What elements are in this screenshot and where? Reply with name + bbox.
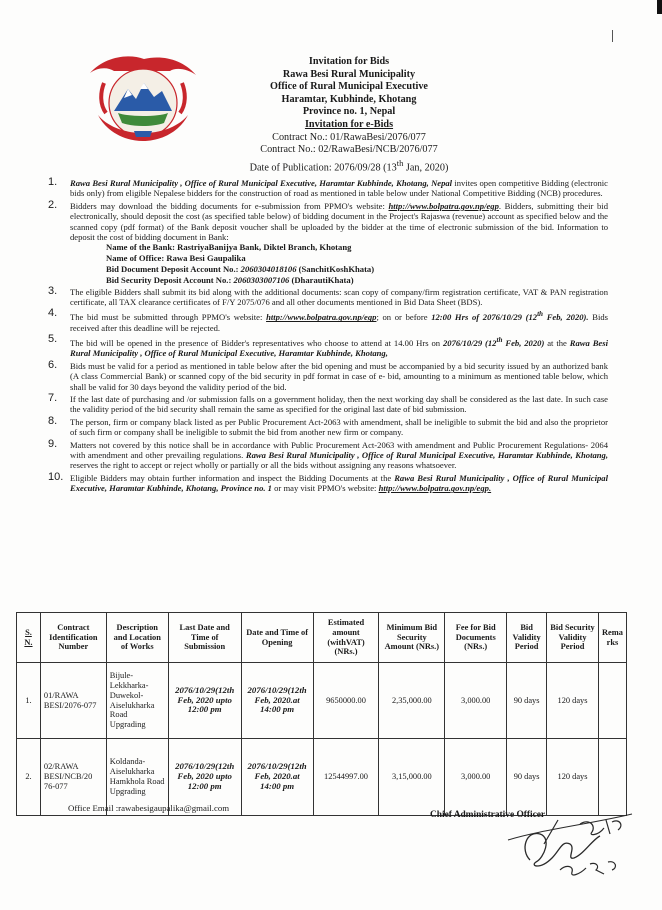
- item-text: Bids must be valid for a period as mentioned in table below after the bid opening and must be accompanied by a bid security issued by an authorized bank (A class Commercial Bank) or scanned copy of the bid security in pdf format in case of e- bid, amounting to a minimum as mentioned table below, which shall be valid for 30 days beyond the validity period of the bid.: [70, 360, 608, 392]
- cell-description: Koldanda-Aiselukharka Hamkhola Road Upgrading: [106, 739, 168, 816]
- account-name: (DharautiKhata): [289, 274, 354, 285]
- table-header-row: [17, 613, 627, 663]
- cell-sn: 1.: [17, 663, 41, 739]
- item-number: 1.: [48, 176, 58, 188]
- opening-end: Feb, 2020): [502, 337, 545, 348]
- item-text: invites open competitive Bidding (electronic bids only) from eligible Nepalese bidders for the construction of road as mentioned in table below under National Competitive Bidding (NCB) procedures.: [70, 178, 608, 199]
- contract-number-2: Contract No.: 02/RawaBesi/NCB/2076/077: [260, 144, 438, 156]
- ppmo-link[interactable]: http://www.bolpatra.gov.np/egp: [388, 200, 499, 211]
- cell-estimated: 9650000.00: [313, 663, 379, 739]
- col-header-validity: Bid Validity Period: [507, 613, 547, 663]
- account-label: Bid Document Deposit Account No.:: [106, 264, 241, 275]
- nepal-emblem-icon: [84, 53, 202, 145]
- notice-item-2: [48, 198, 608, 286]
- cell-contract: 01/RAWA BESI/2076-077: [40, 663, 106, 739]
- item-number: 3.: [48, 284, 58, 297]
- deadline-sup: th: [537, 310, 544, 319]
- cell-validity: 90 days: [507, 739, 547, 816]
- notice-item-3: [48, 284, 608, 308]
- signature-icon: [500, 800, 640, 885]
- opening-sup: th: [496, 336, 503, 345]
- notice-item-1: [48, 178, 608, 199]
- cell-security: 2,35,000.00: [379, 663, 445, 739]
- notice-item-5: [48, 335, 608, 359]
- item-text: ; on or before: [376, 312, 432, 323]
- item-text: The person, firm or company black listed as per Public Procurement Act-2063 with amendment, shall be ineligible to submit the bid and also the proprietor of such firm or company shall be ineligible to submit the bid from another new firm or company.: [70, 416, 608, 438]
- account-name: (SanchitKoshKhata): [296, 264, 375, 275]
- bid-security-account: [70, 275, 608, 286]
- notice-item-8: [48, 414, 608, 438]
- col-header-contract: Contract Identification Number: [40, 613, 106, 663]
- item-text: Bids received after this deadline will be rejected.: [70, 312, 608, 333]
- account-number: 2060304018106: [240, 264, 297, 275]
- item-text: Matters not covered by this notice shall be in accordance with Public Procurement Act-2063 with amendment and Public Procurement Regulations- 2064 with amendment and other prevailing regulations.: [70, 439, 608, 461]
- item-text: If the last date of purchasing and /or submission falls on a government holiday, then the next working day shall be considered as the last date. In such case the validity period of the bid security shall remain the same as specified for the original last date of bid submission.: [70, 394, 608, 415]
- notice-item-4: [48, 309, 608, 333]
- municipality-name: Rawa Besi Rural Municipality: [282, 68, 416, 80]
- bid-document-account: [70, 264, 608, 275]
- account-number: 2060303007106: [233, 274, 290, 285]
- notice-item-7: [48, 394, 608, 415]
- item-number: 8.: [48, 414, 58, 427]
- item-text: or may visit PPMO's website:: [271, 483, 379, 494]
- item-lead: Rawa Besi Rural Municipality , Office of Rural Municipal Executive, Haramtar Kubhinde, Khotang, Province no. 1: [70, 472, 608, 494]
- item-lead: Rawa Besi Rural Municipality , Office of Rural Municipal Executive, Haramtar Kubhinde, Khotang, Nepal: [70, 178, 453, 188]
- item-text: reserves the right to accept or reject wholly or partially or all the bids without assigning any reasons whatsoever.: [70, 460, 457, 471]
- item-text: The bid must be submitted through PPMO's website:: [70, 312, 267, 323]
- account-label: Bid Security Deposit Account No.:: [106, 274, 234, 285]
- notice-subtitle: Invitation for e-Bids: [304, 118, 394, 130]
- item-text: Bidders may download the bidding documents for e-submission from PPMO's website:: [70, 200, 389, 211]
- notice-items: [48, 178, 608, 494]
- office-email: Office Email :rawabesigaupalika@gmail.com: [68, 803, 230, 813]
- notice-item-10: [48, 470, 608, 494]
- province-name: Province no. 1, Nepal: [302, 106, 396, 118]
- item-number: 5.: [48, 333, 58, 346]
- bank-name: Name of the Bank: RastriyaBanijya Bank, Diktel Branch, Khotang: [106, 242, 352, 253]
- cell-submission: 2076/10/29(12th Feb, 2020 upto 12:00 pm: [168, 663, 241, 739]
- notice-item-9: [48, 437, 609, 471]
- col-header-opening: Date and Time of Opening: [241, 613, 313, 663]
- item-lead: Rawa Besi Rural Municipality , Office of Rural Municipal Executive, Haramtar Kubhinde, Khotang,: [245, 450, 609, 461]
- col-header-sn: S. N.: [17, 613, 41, 663]
- cell-validity: 90 days: [507, 663, 547, 739]
- cell-security-validity: 120 days: [547, 739, 599, 816]
- col-header-security: Minimum Bid Security Amount (NRs.): [379, 613, 445, 663]
- cell-security: 3,15,000.00: [379, 739, 445, 816]
- publication-date: [196, 157, 502, 175]
- cell-security-validity: 120 days: [547, 663, 599, 739]
- opening-place: Rawa Besi Rural Municipality , Office of Rural Municipal Executive, Haramtar Kubhinde, Khotang,: [70, 337, 608, 359]
- notice-title: Invitation for Bids: [308, 56, 390, 67]
- contract-number-1: Contract No.: 01/RawaBesi/2076/077: [272, 131, 426, 143]
- item-number: 6.: [48, 358, 58, 371]
- deadline-text: 12:00 Hrs of 2076/10/29 (12: [431, 312, 538, 323]
- bank-office-name: Name of Office: Rawa Besi Gaupalika: [106, 253, 246, 264]
- item-text: at the: [544, 337, 570, 348]
- item-number: 7.: [48, 392, 58, 404]
- opening-date: 2076/10/29 (12: [442, 337, 497, 348]
- office-name: Office of Rural Municipal Executive: [270, 81, 428, 93]
- ppmo-link[interactable]: http://www.bolpatra.gov.np/egp.: [378, 483, 492, 494]
- item-number: 9.: [48, 437, 58, 450]
- col-header-security-validity: Bid Security Validity Period: [547, 613, 599, 663]
- date-prefix: Date of Publication: 2076/09/28 (13: [249, 162, 397, 174]
- date-sup: th: [396, 157, 404, 168]
- cell-description: Bijule-Lekkharka-Duwekol-Aiselukharka Road Upgrading: [106, 663, 168, 739]
- cell-remarks: [598, 663, 626, 739]
- item-number: 4.: [48, 307, 58, 320]
- page-tick-mark: [612, 30, 613, 42]
- col-header-estimated: Estimated amount (withVAT) (NRs.): [313, 613, 379, 663]
- item-number: 2.: [48, 198, 58, 211]
- item-text: The bid will be opened in the presence of Bidder's representatives who choose to attend at 14.00 Hrs on: [70, 337, 443, 348]
- ppmo-link[interactable]: http://www.bolpatra.gov.np/egp: [266, 312, 377, 323]
- item-text: The eligible Bidders shall submit its bid along with the additional documents: scan copy of company/firm registration certificate, VAT & PAN registration certificate, all TAX clearance certificates of F/Y 2075/076 and all other documents mentioned in Bid Data Sheet (BDS).: [70, 286, 608, 308]
- page-corner-mark: [657, 0, 662, 14]
- notice-item-6: [48, 358, 608, 392]
- date-suffix: Jan, 2020): [403, 162, 449, 174]
- col-header-description: Description and Location of Works: [106, 613, 168, 663]
- cell-sn: 2.: [17, 739, 41, 816]
- item-text: Eligible Bidders may obtain further information and inspect the Bidding Documents at the: [70, 472, 395, 483]
- col-header-remarks: Rema rks: [598, 613, 626, 663]
- bid-table: [16, 612, 627, 816]
- deadline-end: Feb, 2020).: [543, 312, 589, 323]
- signatory-title: Chief Administrative Officer: [430, 810, 546, 820]
- office-address: Haramtar, Kubhinde, Khotang: [281, 93, 417, 105]
- cell-submission: 2076/10/29(12th Feb, 2020 upto 12:00 pm: [168, 739, 241, 816]
- table-row: [17, 663, 627, 739]
- col-header-fee: Fee for Bid Documents (NRs.): [445, 613, 507, 663]
- item-text: . Bidders, submitting their bid electronically, should deposit the cost (as specified table below) of bidding document in the Project's Rajaswa (revenue) account as specified below and the scanned copy (pdf format) of the Bank deposit voucher shall be uploaded by the bidder at the time of electronic submission of the bid. Information to deposit the cost of bidding document in Bank:: [70, 200, 608, 243]
- cell-opening: 2076/10/29(12th Feb, 2020.at 14:00 pm: [241, 663, 313, 739]
- item-number: 10.: [48, 470, 64, 483]
- notice-header: [196, 56, 502, 175]
- cell-opening: 2076/10/29(12th Feb, 2020.at 14:00 pm: [241, 739, 313, 816]
- cell-fee: 3,000.00: [445, 739, 507, 816]
- col-header-submission: Last Date and Time of Submission: [168, 613, 241, 663]
- cell-estimated: 12544997.00: [313, 739, 379, 816]
- cell-contract: 02/RAWA BESI/NCB/20 76-077: [40, 739, 106, 816]
- cell-fee: 3,000.00: [445, 663, 507, 739]
